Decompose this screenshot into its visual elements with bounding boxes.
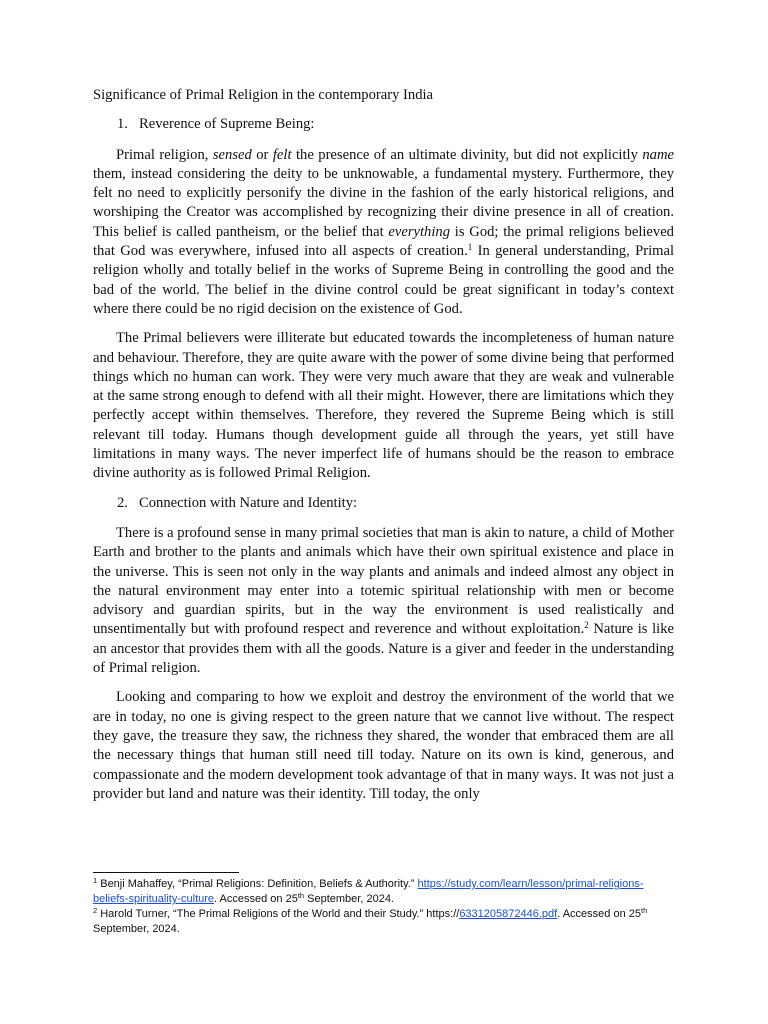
ordinal-suffix: th [640, 906, 648, 915]
italic-text: sensed [212, 146, 252, 163]
footnote-separator [93, 872, 239, 873]
text-run: In general understanding, Primal religion wholly and totally belief in the works of Supreme Being in controlling the good and the bad of the world. The belief in the divine control could be great significant in today’s context where there could be no rigid decision on the existence of God. [93, 243, 675, 317]
footnote-reference[interactable]: 1 [467, 242, 473, 253]
paragraph [93, 524, 674, 678]
footnote-mark: 1 [93, 876, 98, 885]
footnote-mark: 2 [93, 906, 98, 915]
paragraph: The Primal believers were illiterate but educated towards the incompleteness of human nature and behaviour. Therefore, they are quite aware with the power of some divine being that performed things which no human can work. They were very much aware that they are weak and vulnerable at the same strong enough to defend with all their might. However, there are limitations which they perfectly accept within themselves. Therefore, they revered the Supreme Being which is still relevant till today. Humans though development guide all through the years, yet still have limitations in many ways. The never imperfect life of humans should be the reason to embrace divine authority as is followed Primal Religion. [93, 330, 674, 482]
section-heading-2 [93, 494, 674, 513]
text-run: them, instead considering the deity to be unknowable, a fundamental mystery. Furthermore, they felt no need to explicitly personify the divine in the fashion of the early historical religions, and worshiping the Creator was accomplished by recognizing their divine presence in all of creation. This belief is called pantheism, or the belief that [93, 165, 674, 240]
section-heading-text: Connection with Nature and Identity: [139, 494, 358, 511]
footnote-text: Benji Mahaffey, “Primal Religions: Definition, Beliefs & Authority.” [97, 878, 418, 890]
footnote-text: . Accessed on 25 [557, 908, 641, 920]
text-run: or [251, 146, 273, 163]
section-number: 2. [117, 494, 128, 511]
footnote-1 [93, 877, 674, 907]
italic-text: name [642, 146, 674, 163]
document-title: Significance of Primal Religion in the contemporary India [93, 87, 434, 103]
footnote-reference[interactable]: 2 [584, 620, 589, 631]
text-run: is God; the primal religions believed that God was everywhere, infused into all aspects of creation. [93, 223, 674, 260]
italic-text: felt [272, 146, 292, 163]
text-run: the presence of an ultimate divinity, but did not explicitly [291, 146, 643, 163]
italic-text: everything [388, 223, 450, 240]
footnote-text: September, 2024. [93, 923, 180, 935]
text-run: Primal religion, [116, 146, 213, 163]
text-run: Nature is like an ancestor that provides them with all the goods. Nature is a giver and feeder in the understanding of Primal religion. [93, 621, 674, 677]
text-run: There is a profound sense in many primal societies that man is akin to nature, a child of Mother Earth and brother to the plants and animals which have their own spiritual existence and place in the universe. This is seen not only in the way plants and animals and indeed almost any object in the natural environment may enter into a totemic spiritual relationship with men or become advisory and guardian spirits, but in the way the environment is used realistically and unsentimentally but with profound respect and reverence and without exploitation. [93, 524, 674, 638]
footnote-text: Harold Turner, “The Primal Religions of the World and their Study.” https:// [97, 908, 460, 920]
paragraph [93, 146, 674, 320]
footnote-2 [93, 907, 674, 937]
footnote-text: September, 2024. [304, 893, 394, 905]
footnotes [93, 872, 674, 937]
section-heading-1 [93, 115, 674, 134]
section-number: 1. [117, 116, 128, 133]
footnote-text: . Accessed on 25 [214, 893, 298, 905]
section-heading-text: Reverence of Supreme Being: [139, 116, 315, 133]
footnote-link[interactable]: https://study.com/learn/lesson/primal-religions-beliefs-spirituality-culture [93, 878, 644, 905]
document-body [93, 86, 674, 814]
footnote-link[interactable]: 6331205872446.pdf [459, 908, 558, 920]
ordinal-suffix: th [297, 891, 305, 900]
paragraph: Looking and comparing to how we exploit and destroy the environment of the world that we are in today, no one is giving respect to the green nature that we cannot live without. The respect they gave, the treasure they saw, the richness they shared, the wonder that embraced them are all the necessary things that human still need till today. Nature on its own is kind, generous, and compassionate and the modern development took advantage of that in many ways. It was not just a provider but land and nature was their identity. Till today, the only [93, 689, 674, 802]
